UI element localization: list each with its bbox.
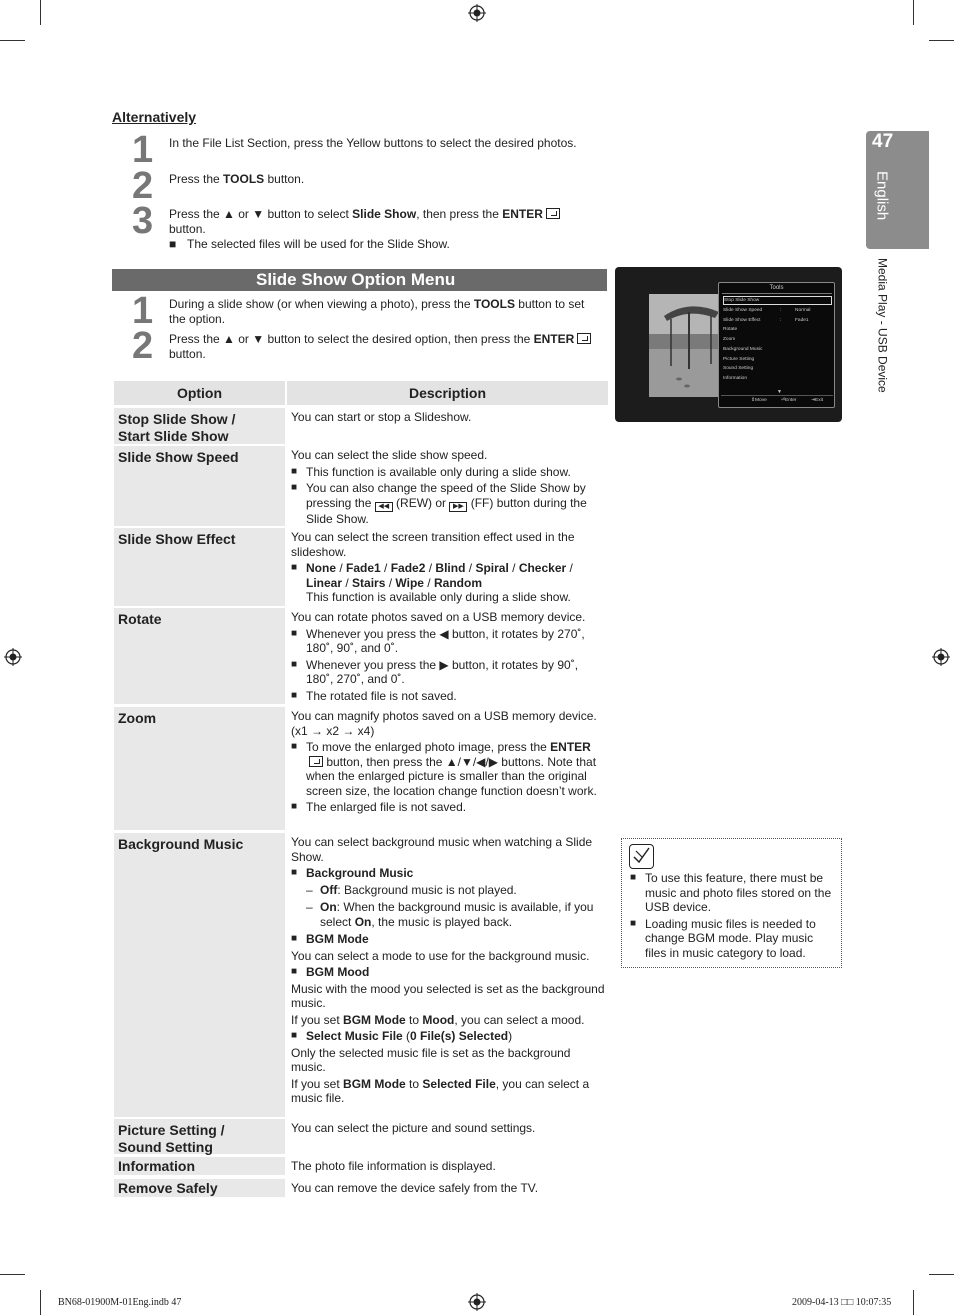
crop-mark [0,40,25,41]
crop-mark [929,40,954,41]
step-text: Press the TOOLS button. [169,172,305,186]
description-cell: You can remove the device safely from the TV. [291,1181,539,1195]
note-item: ■ Loading music files is needed to change BGM mode. Play music files in music category to load. [630,917,833,961]
tools-menu [718,282,835,408]
page-side-tab [866,131,929,249]
crop-mark [0,1274,25,1275]
tools-item-slide-show-speed[interactable]: Slide Show Speed : Normal [723,308,811,313]
step-text: Press the ▲ or ▼ button to select Slide Show, then press the ENTER button. ■ The selected files will be used for the Slide Show. [169,207,599,252]
header-description: Description [287,381,608,405]
crop-mark [40,1290,41,1315]
description-cell: The photo file information is displayed. [291,1159,496,1173]
tools-item-rotate[interactable]: Rotate [723,327,738,332]
option-cell: Picture Setting / Sound Setting [114,1119,285,1154]
step-text: During a slide show (or when viewing a photo), press the TOOLS button to set the option. [169,297,585,326]
option-cell: Slide Show Speed [114,446,285,526]
enter-hint: ⏎ Enter [781,398,797,403]
description-cell: You can select the slide show speed. ■ This function is available only during a slide show. ■ You can also change the speed of the Slide Show by pressing the ◀◀ (REW) or ▶▶ (FF) button during the Slide Show. [289,446,607,528]
page-number: 47 [872,131,894,152]
step-number: 1 [132,129,152,171]
exit-hint: ⇥ Exit [811,398,824,403]
fast-forward-icon: ▶▶ [449,502,467,512]
tv-screenshot [615,267,842,422]
beach-photo [649,294,729,397]
step-note: ■ The selected files will be used for the Slide Show. [169,237,450,251]
language-label: English [873,171,891,221]
step-number: 2 [132,325,152,367]
step-text: In the File List Section, press the Yellow buttons to select the desired photos. [169,136,577,150]
table-row-information [112,1157,608,1175]
table-row-slide-show-effect [112,528,608,606]
alt-step-3 [132,200,607,257]
crop-mark [40,0,41,25]
alt-step-2 [132,165,607,208]
enter-icon [546,208,560,219]
registration-mark-icon [468,1293,486,1311]
tools-item-picture-setting[interactable]: Picture Setting [723,357,755,362]
alternatively-heading: Alternatively [112,109,197,125]
section-step-2 [132,325,607,368]
step-number: 3 [132,200,152,242]
move-hint: ⇕ Move [751,398,767,403]
description-cell: You can select background music when watching a Slide Show. ■ Background Music – Off: Background music is not played. – On: When the background music is available, if you select On, the music is played back. ■ BGM Mode You can select a mode to use for the background music. ■ BGM Mood Music with the mood you selected is set as the background music. If you set BGM Mode to Mood, you can select a mood. ■ Select Music File (0 File(s) Selected) Only the selected music file is set as the background music. If you set BGM Mode to Selected File, you can select a music file. [289,833,607,1108]
tools-item-slide-show-effect[interactable]: Slide Show Effect : Fade1 [723,318,809,323]
table-row-remove-safely [112,1179,608,1197]
crop-mark [929,1274,954,1275]
tools-item-stop-slide-show[interactable]: Stop Slide Show [723,296,832,305]
table-row-picture-setting [112,1119,608,1154]
tools-item-information[interactable]: Information [723,376,747,381]
enter-icon [577,333,591,344]
description-cell: You can rotate photos saved on a USB memory device. ■ Whenever you press the ◀ button, it rotates by 270˚, 180˚, 90˚, and 0˚. ■ Whenever you press the ▶ button, it rotates by 90˚, 180˚, 270˚, and 0˚. ■ The rotated file is not saved. [289,608,607,705]
description-cell: You can start or stop a Slideshow. [291,410,472,424]
registration-mark-icon [4,648,22,666]
option-cell: Remove Safely [114,1179,285,1197]
table-row-stop-slide-show [112,408,608,444]
step-number: 2 [132,165,152,207]
footer-file-info: BN68-01900M-01Eng.indb 47 [58,1297,182,1308]
description-cell: You can magnify photos saved on a USB memory device. (x1 → x2 → x4) ■ To move the enlarged photo image, press the ENTER button, then press the ▲/▼/◀/▶ buttons. Note that when the enlarged picture is smaller than the original screen size, the location change function doesn’t work. ■ The enlarged file is not saved. [289,707,607,817]
option-cell: Slide Show Effect [114,528,285,606]
note-pencil-icon [629,844,654,869]
tools-title: Tools [769,285,784,291]
step-text: Press the ▲ or ▼ button to select the desired option, then press the ENTER button. [169,332,599,361]
section-title: Slide Show Option Menu [112,269,607,291]
note-box [621,838,842,968]
scroll-down-icon: ▼ [777,389,782,395]
description-cell: You can select the screen transition effect used in the slideshow. ■ None / Fade1 / Fade2 / Blind / Spiral / Checker / Linear / Stairs / Wipe / Random This function is available only during a slide show. [289,528,607,607]
divider [722,293,832,294]
option-cell: Background Music [114,833,285,1117]
crop-mark [913,1290,914,1315]
footer-date: 2009-04-13 □□ 10:07:35 [792,1297,892,1308]
note-item: ■ To use this feature, there must be music and photo files stored on the USB device. [630,871,833,915]
description-cell: You can select the picture and sound settings. [291,1121,536,1135]
option-cell: Information [114,1157,285,1175]
registration-mark-icon [468,4,486,22]
rewind-icon: ◀◀ [375,502,393,512]
table-row-slide-show-speed [112,446,608,526]
option-cell: Rotate [114,608,285,704]
crop-mark [913,0,914,25]
table-header [112,381,608,405]
registration-mark-icon [932,648,950,666]
step-number: 1 [132,290,152,332]
table-row-background-music [112,833,608,1117]
table-row-zoom [112,707,608,830]
section-step-1 [132,290,607,333]
tools-footer [721,395,833,405]
option-cell: Stop Slide Show / Start Slide Show [114,408,285,444]
header-option: Option [114,381,285,405]
tools-item-sound-setting[interactable]: Sound Setting [723,366,754,371]
tools-item-zoom[interactable]: Zoom [723,337,736,342]
tools-item-background-music[interactable]: Background Music [723,347,763,352]
option-cell: Zoom [114,707,285,830]
alt-step-1 [132,129,607,172]
section-name: Media Play - USB Device [875,258,890,393]
enter-icon [309,756,323,767]
table-row-rotate [112,608,608,704]
